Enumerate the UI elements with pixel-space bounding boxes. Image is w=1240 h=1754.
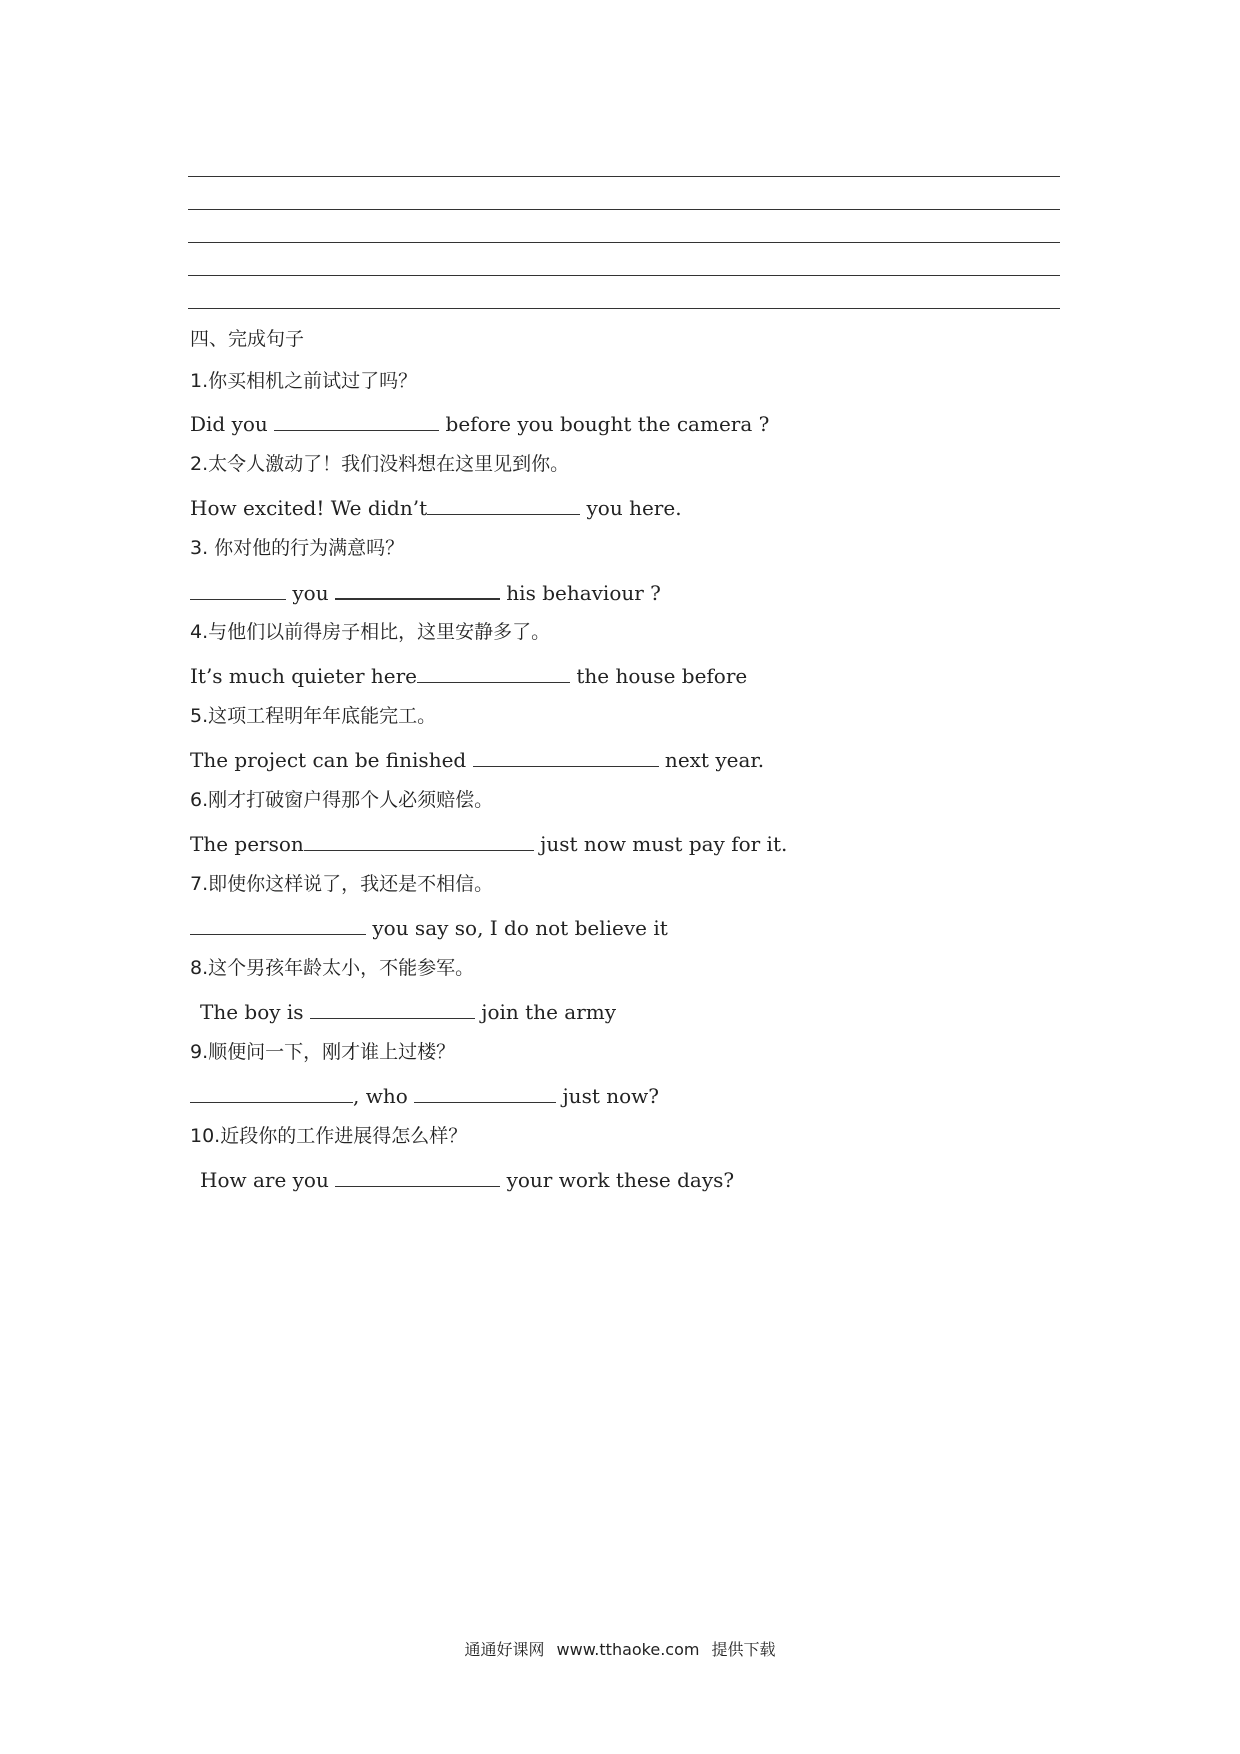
item-9-blank-2[interactable] [414,1084,556,1103]
item-6-chinese: 6.刚才打破窗户得那个人必须赔偿。 [190,789,494,811]
item-2-chinese: 2.太令人激动了！我们没料想在这里见到你。 [190,453,570,475]
writing-line-5 [188,308,1060,309]
item-2-text-b: you here. [580,496,682,520]
page-footer [0,1640,1240,1660]
item-9-text-a: , who [353,1084,415,1108]
item-3-blank-2[interactable] [335,580,500,600]
writing-line-1 [188,176,1060,177]
item-1-english [190,412,769,436]
item-2-english [190,496,682,520]
item-9-english [190,1084,659,1108]
item-4-english [190,664,747,688]
item-4-text-a: It’s much quieter here [190,664,418,688]
item-1-chinese: 1.你买相机之前试过了吗？ [190,370,418,392]
item-6-blank-1[interactable] [304,832,534,851]
item-2-blank-1[interactable] [427,496,580,515]
section-title: 四、完成句子 [190,328,305,350]
item-10-chinese: 10.近段你的工作进展得怎么样？ [190,1125,468,1147]
item-3-blank-1[interactable] [190,581,286,600]
item-3-text-b: his behaviour ? [499,581,661,605]
item-7-chinese: 7.即使你这样说了，我还是不相信。 [190,873,494,895]
item-7-english [190,916,668,940]
footer-suffix: 提供下载 [711,1640,776,1659]
item-7-text-a: you say so, I do not believe it [366,916,668,940]
item-7-blank-1[interactable] [190,916,366,935]
item-6-text-b: just now must pay for it. [533,832,788,856]
item-3-english [190,580,661,605]
item-1-text-b: before you bought the camera ? [439,412,770,436]
writing-line-2 [188,209,1060,210]
item-4-blank-1[interactable] [417,664,570,683]
footer-site-name: 通通好课网 [464,1640,545,1659]
writing-line-3 [188,242,1060,243]
item-8-english [200,1000,616,1024]
item-3-chinese: 3. 你对他的行为满意吗？ [190,537,405,559]
item-9-text-b: just now? [556,1084,659,1108]
item-9-chinese: 9.顺便问一下，刚才谁上过楼？ [190,1041,456,1063]
item-5-text-a: The project can be finished [190,748,473,772]
footer-url[interactable]: www.tthaoke.com [556,1640,700,1659]
item-6-text-a: The person [190,832,304,856]
item-10-text-a: How are you [200,1168,336,1192]
item-3-text-a: you [286,581,335,605]
item-5-english [190,748,764,772]
item-5-chinese: 5.这项工程明年年底能完工。 [190,705,437,727]
item-5-text-b: next year. [658,748,765,772]
item-4-text-b: the house before [570,664,748,688]
item-10-english [200,1168,734,1192]
item-1-blank-1[interactable] [274,412,439,431]
item-8-text-b: join the army [474,1000,617,1024]
item-6-english [190,832,787,856]
item-4-chinese: 4.与他们以前得房子相比，这里安静多了。 [190,621,551,643]
item-1-text-a: Did you [190,412,275,436]
writing-line-4 [188,275,1060,276]
item-5-blank-1[interactable] [473,748,659,767]
item-10-blank-1[interactable] [335,1168,500,1187]
item-8-chinese: 8.这个男孩年龄太小，不能参军。 [190,957,475,979]
item-10-text-b: your work these days? [500,1168,735,1192]
item-8-text-a: The boy is [200,1000,310,1024]
item-8-blank-1[interactable] [310,1000,475,1019]
item-2-text-a: How excited! We didn’t [190,496,428,520]
item-9-blank-1[interactable] [190,1084,353,1103]
